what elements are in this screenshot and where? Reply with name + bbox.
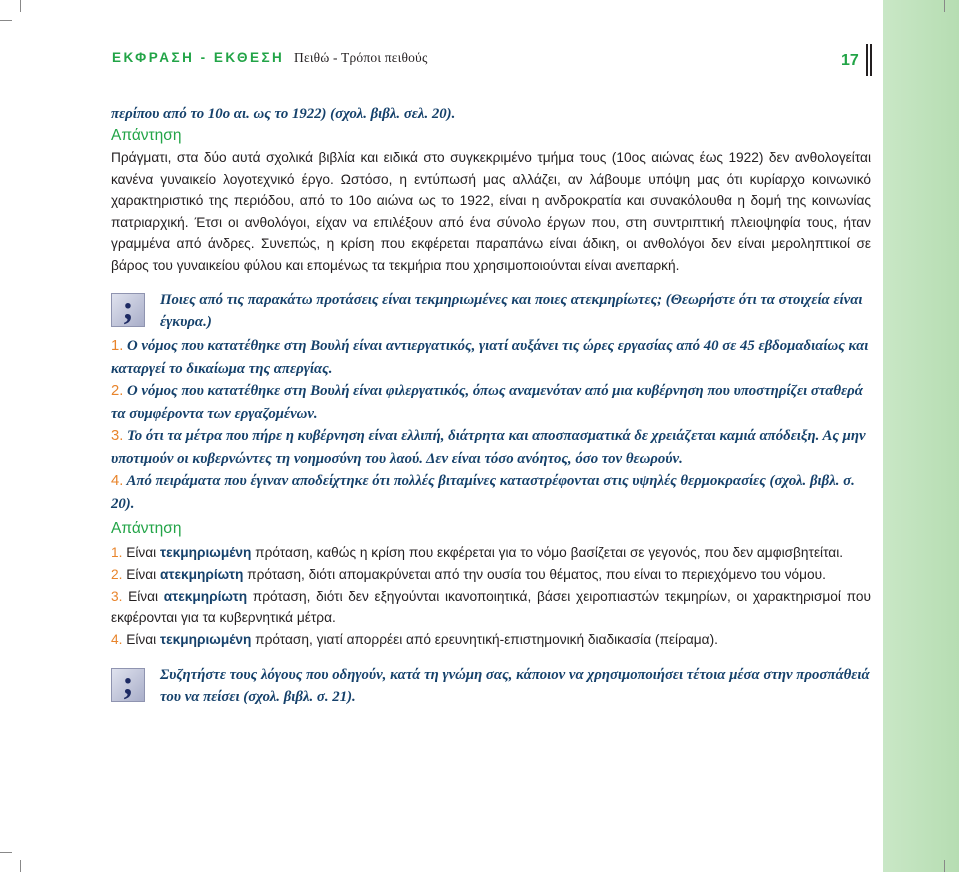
page-bar — [866, 44, 868, 76]
running-header — [112, 50, 428, 67]
header-section: ΕΚΦΡΑΣΗ - ΕΚΘΕΣΗ — [112, 50, 285, 65]
green-margin-strip — [883, 0, 959, 872]
list-item: 3. Το ότι τα μέτρα που πήρε η κυβέρνηση είναι ελλιπή, διάτρητα και αποσπασματικά δε χρειάζεται καμιά απόδειξη. Ας μην υποτιμούν οι κυβερνώντες τη νοημοσύνη του λαού. Δεν είναι τόσο ανόητος, όσο τον θεωρούν. — [111, 428, 866, 467]
question-items — [111, 335, 871, 515]
crop-mark — [944, 0, 945, 12]
answer-paragraph: Πράγματι, στα δύο αυτά σχολικά βιβλία και ειδικά στο συγκεκριμένο τμήμα τους (10ος αιώνας έως 1922) δεν ανθολογείται κανένα γυναικείο λογοτεχνικό έργο. Ωστόσο, η εντύπωσή μας αλλάζει, αν λάβουμε υπόψη μας ότι κυρίαρχο κοινωνικό χαρακτηριστικό της περιόδου, από το 10ο αιώνα ως το 1922, είναι η ανδροκρατία και συνακόλουθα η δομή της κοινωνίας πατριαρχική. Έτσι οι ανθολόγοι, είχαν να επιλέξουν από ένα σύνολο έργων που, στη συντριπτική πλειοψηφία τους, ήταν γραμμένα από άνδρες. Συνεπώς, η κρίση που εκφέρεται παραπάνω είναι άδικη, οι ανθολόγοι δεν είναι μεροληπτικοί σε βάρος του γυναικείου φύλου και επομένως τα τεκμήρια που χρησιμοποιούνται είναι ανεπαρκή. — [111, 150, 871, 273]
page-content — [111, 103, 871, 708]
list-item: 1. Είναι τεκμηριωμένη πρόταση, καθώς η κρίση που εκφέρεται για το νόμο βασίζεται σε γεγονός, που δεν αμφισβητείται. — [111, 545, 844, 560]
crop-mark — [20, 0, 21, 12]
page-number: 17 — [841, 52, 859, 69]
question-text: Συζητήστε τους λόγους που οδηγούν, κατά τη γνώμη σας, κάποιον να χρησιμοποιήσει τέτοια μέσα στην προσπάθειά του να πείσει (σχολ. βιβλ. σ. 21). — [160, 667, 870, 705]
crop-mark — [0, 20, 12, 21]
intro-line: περίπου από το 10ο αι. ως το 1922) (σχολ. βιβλ. σελ. 20). — [111, 106, 456, 122]
header-subtitle: Πειθώ - Τρόποι πειθούς — [294, 50, 428, 65]
question-mark-icon: ; — [111, 293, 145, 327]
page-bar — [870, 44, 872, 76]
list-item: 2. Είναι ατεκμηρίωτη πρόταση, διότι απομακρύνεται από την ουσία του θέματος, που είναι το περιεχόμενο του νόμου. — [111, 567, 826, 582]
answer-heading: Απάντηση — [111, 127, 182, 144]
list-item: 3. Είναι ατεκμηρίωτη πρόταση, διότι δεν εξηγούνται ικανοποιητικά, βάσει χειροπιαστών τεκμηρίων, οι χαρακτηρισμοί που εκφέρονται για τα κυβερνητικά μέτρα. — [111, 589, 871, 625]
question-block — [111, 664, 871, 708]
question-block — [111, 289, 871, 333]
question-text: Ποιες από τις παρακάτω προτάσεις είναι τεκμηριωμένες και ποιες ατεκμηρίωτες; (Θεωρήστε ότι τα στοιχεία είναι έγκυρα.) — [160, 292, 863, 330]
list-item: 1. Ο νόμος που κατατέθηκε στη Βουλή είναι αντιεργατικός, γιατί αυξάνει τις ώρες εργασίας από 40 σε 45 εβδομαδιαίως και καταργεί το δικαίωμα της απεργίας. — [111, 338, 869, 377]
list-item: 4. Από πειράματα που έγιναν αποδείχτηκε ότι πολλές βιταμίνες καταστρέφονται στις υψηλές θερμοκρασίες (σχολ. βιβλ. σ. 20). — [111, 473, 855, 512]
list-item: 2. Ο νόμος που κατατέθηκε στη Βουλή είναι φιλεργατικός, όπως αναμενόταν από μια κυβέρνηση που υποστηρίζει σταθερά τα συμφέροντα των εργαζομένων. — [111, 383, 863, 422]
list-item: 4. Είναι τεκμηριωμένη πρόταση, γιατί απορρέει από ερευνητική-επιστημονική διαδικασία (πείραμα). — [111, 632, 718, 647]
question-mark-icon: ; — [111, 668, 145, 702]
crop-mark — [0, 852, 12, 853]
answer-items — [111, 542, 871, 650]
answer-heading: Απάντηση — [111, 520, 182, 537]
crop-mark — [20, 860, 21, 872]
crop-mark — [944, 860, 945, 872]
